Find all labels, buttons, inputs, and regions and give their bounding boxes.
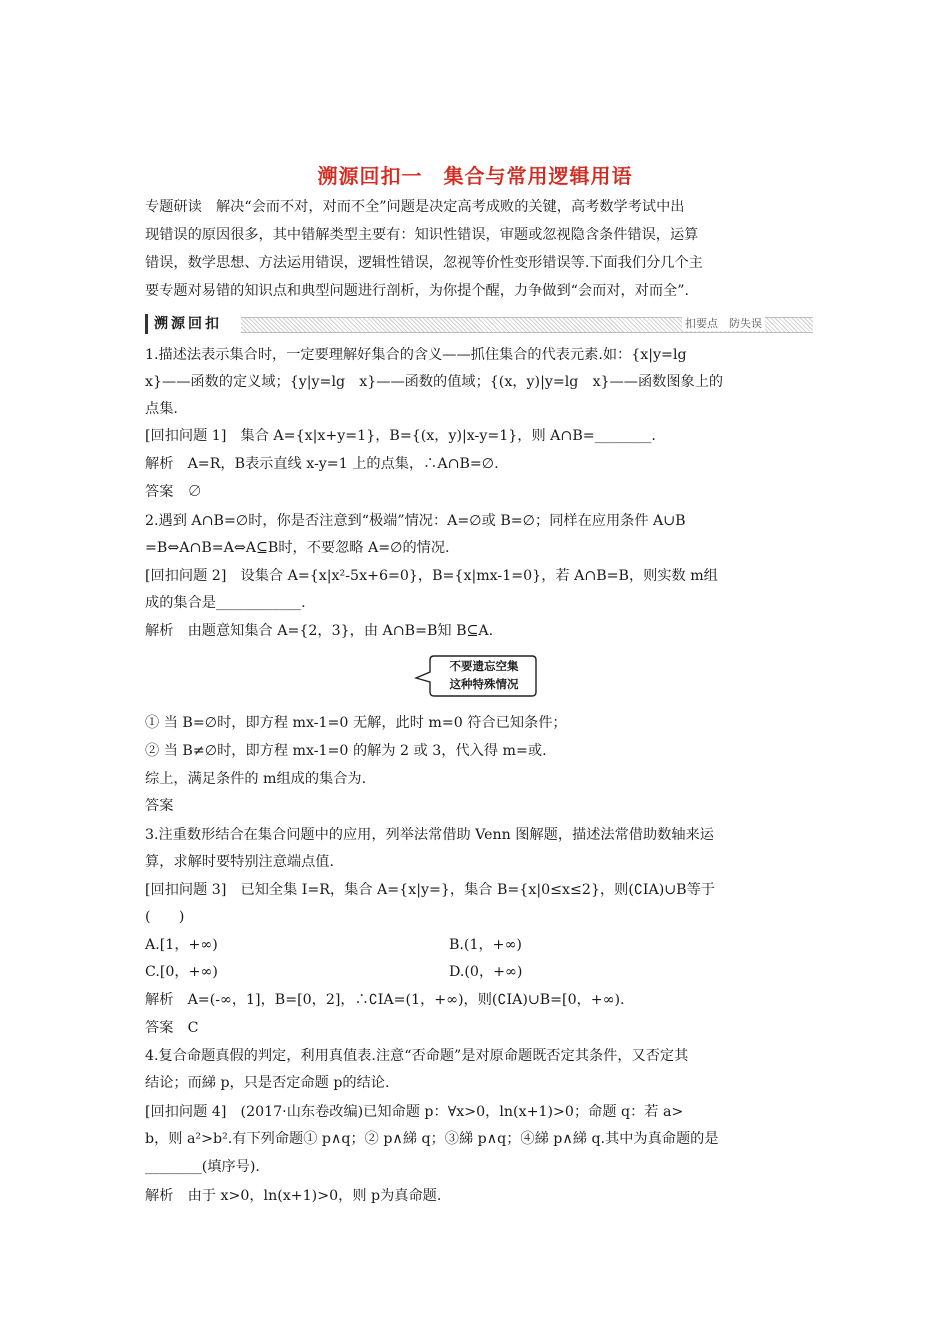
text-line: ________(填序号). — [145, 1159, 260, 1175]
callout-line: 不要遗忘空集 — [449, 659, 519, 673]
text-line: 解析 A=R，B表示直线 x-y=1 上的点集，∴A∩B=∅. — [145, 456, 499, 472]
text-line: [回扣问题 3] 已知全集 I=R，集合 A={x|y=}，集合 B={x|0≤x≤2}，则(∁IA)∪B等于 — [145, 882, 715, 898]
text-line: [回扣问题 2] 设集合 A={x|x²-5x+6=0}，B={x|mx-1=0}，若 A∩B=B，则实数 m组 — [145, 568, 718, 584]
text-line: ① 当 B=∅时，即方程 mx-1=0 无解，此时 m=0 符合已知条件； — [145, 715, 567, 731]
intro-line: 错误，数学思想、方法运用错误，逻辑性错误，忽视等价性变形错误等.下面我们分几个主 — [145, 255, 703, 271]
text-line: 1.描述法表示集合时，一定要理解好集合的含义——抓住集合的代表元素.如：{x|y=lg — [145, 347, 687, 363]
text-line: [回扣问题 1] 集合 A={x|x+y=1}，B={(x，y)|x-y=1}，则 A∩B=________. — [145, 428, 656, 444]
text-line: =B⇔A∩B=A⇔A⊆B时，不要忽略 A=∅的情况. — [145, 540, 450, 556]
section-banner — [145, 314, 813, 334]
text-line: 算，求解时要特别注意端点值. — [145, 854, 334, 870]
text-line: x}——函数的定义域；{y|y=lg x}——函数的值域；{(x，y)|y=lg x}——函数图象上的 — [145, 374, 724, 390]
text-line: 解析 A=(-∞，1]，B=[0，2]，∴∁IA=(1，+∞)，则(∁IA)∪B=[0，+∞). — [145, 992, 625, 1008]
text-line: 解析 由于 x>0，ln(x+1)>0，则 p为真命题. — [145, 1188, 442, 1204]
text-line: [回扣问题 4] (2017·山东卷改编)已知命题 p：∀x>0，ln(x+1)>0；命题 q：若 a> — [145, 1104, 684, 1120]
text-line: 点集. — [145, 401, 178, 417]
callout-line: 这种特殊情况 — [449, 677, 519, 691]
text-line: b，则 a²>b².有下列命题① p∧q；② p∧綈 q；③綈 p∧q；④綈 p∧綈 q.其中为真命题的是 — [145, 1131, 719, 1147]
option-a: A.[1，+∞) — [145, 937, 218, 953]
text-line: 答案 — [145, 798, 174, 814]
intro-line: 现错误的原因很多，其中错解类型主要有：知识性错误，审题或忽视隐含条件错误，运算 — [145, 227, 699, 243]
banner-label: 溯源回扣 — [145, 314, 228, 334]
text-line: 解析 由题意知集合 A={2，3}，由 A∩B=B知 B⊆A. — [145, 623, 494, 639]
text-line: 答案 C — [145, 1020, 199, 1036]
text-line: 综上，满足条件的 m组成的集合为. — [145, 771, 367, 787]
text-line: 结论；而綈 p，只是否定命题 p的结论. — [145, 1075, 390, 1091]
text-line: 3.注重数形结合在集合问题中的应用，列举法常借助 Venn 图解题，描述法常借助数轴来运 — [145, 827, 714, 843]
text-line: ② 当 B≠∅时，即方程 mx-1=0 的解为 2 或 3，代入得 m=或. — [145, 743, 547, 759]
intro-line: 专题研读 解决“会而不对，对而不全”问题是决定高考成败的关键，高考数学考试中出 — [145, 199, 685, 215]
intro-line: 要专题对易错的知识点和典型问题进行剖析，为你提个醒，力争做到“会而对，对而全”. — [145, 283, 689, 299]
text-line: 4.复合命题真假的判定，利用真值表.注意“否命题”是对原命题既否定其条件，又否定其 — [145, 1048, 689, 1064]
banner-subtitle: 扣要点 防失误 — [682, 317, 765, 331]
option-b: B.(1，+∞) — [449, 937, 522, 953]
option-c: C.[0，+∞) — [145, 964, 218, 980]
callout-note — [414, 654, 538, 698]
option-d: D.(0，+∞) — [449, 964, 523, 980]
text-line: 答案 ∅ — [145, 484, 202, 500]
text-line: 成的集合是____________. — [145, 595, 306, 611]
text-line: 2.遇到 A∩B=∅时，你是否注意到“极端”情况：A=∅或 B=∅；同样在应用条件 A∪B — [145, 513, 686, 529]
page-title: 溯源回扣一 集合与常用逻辑用语 — [317, 164, 633, 188]
text-line: ( ) — [145, 909, 185, 925]
